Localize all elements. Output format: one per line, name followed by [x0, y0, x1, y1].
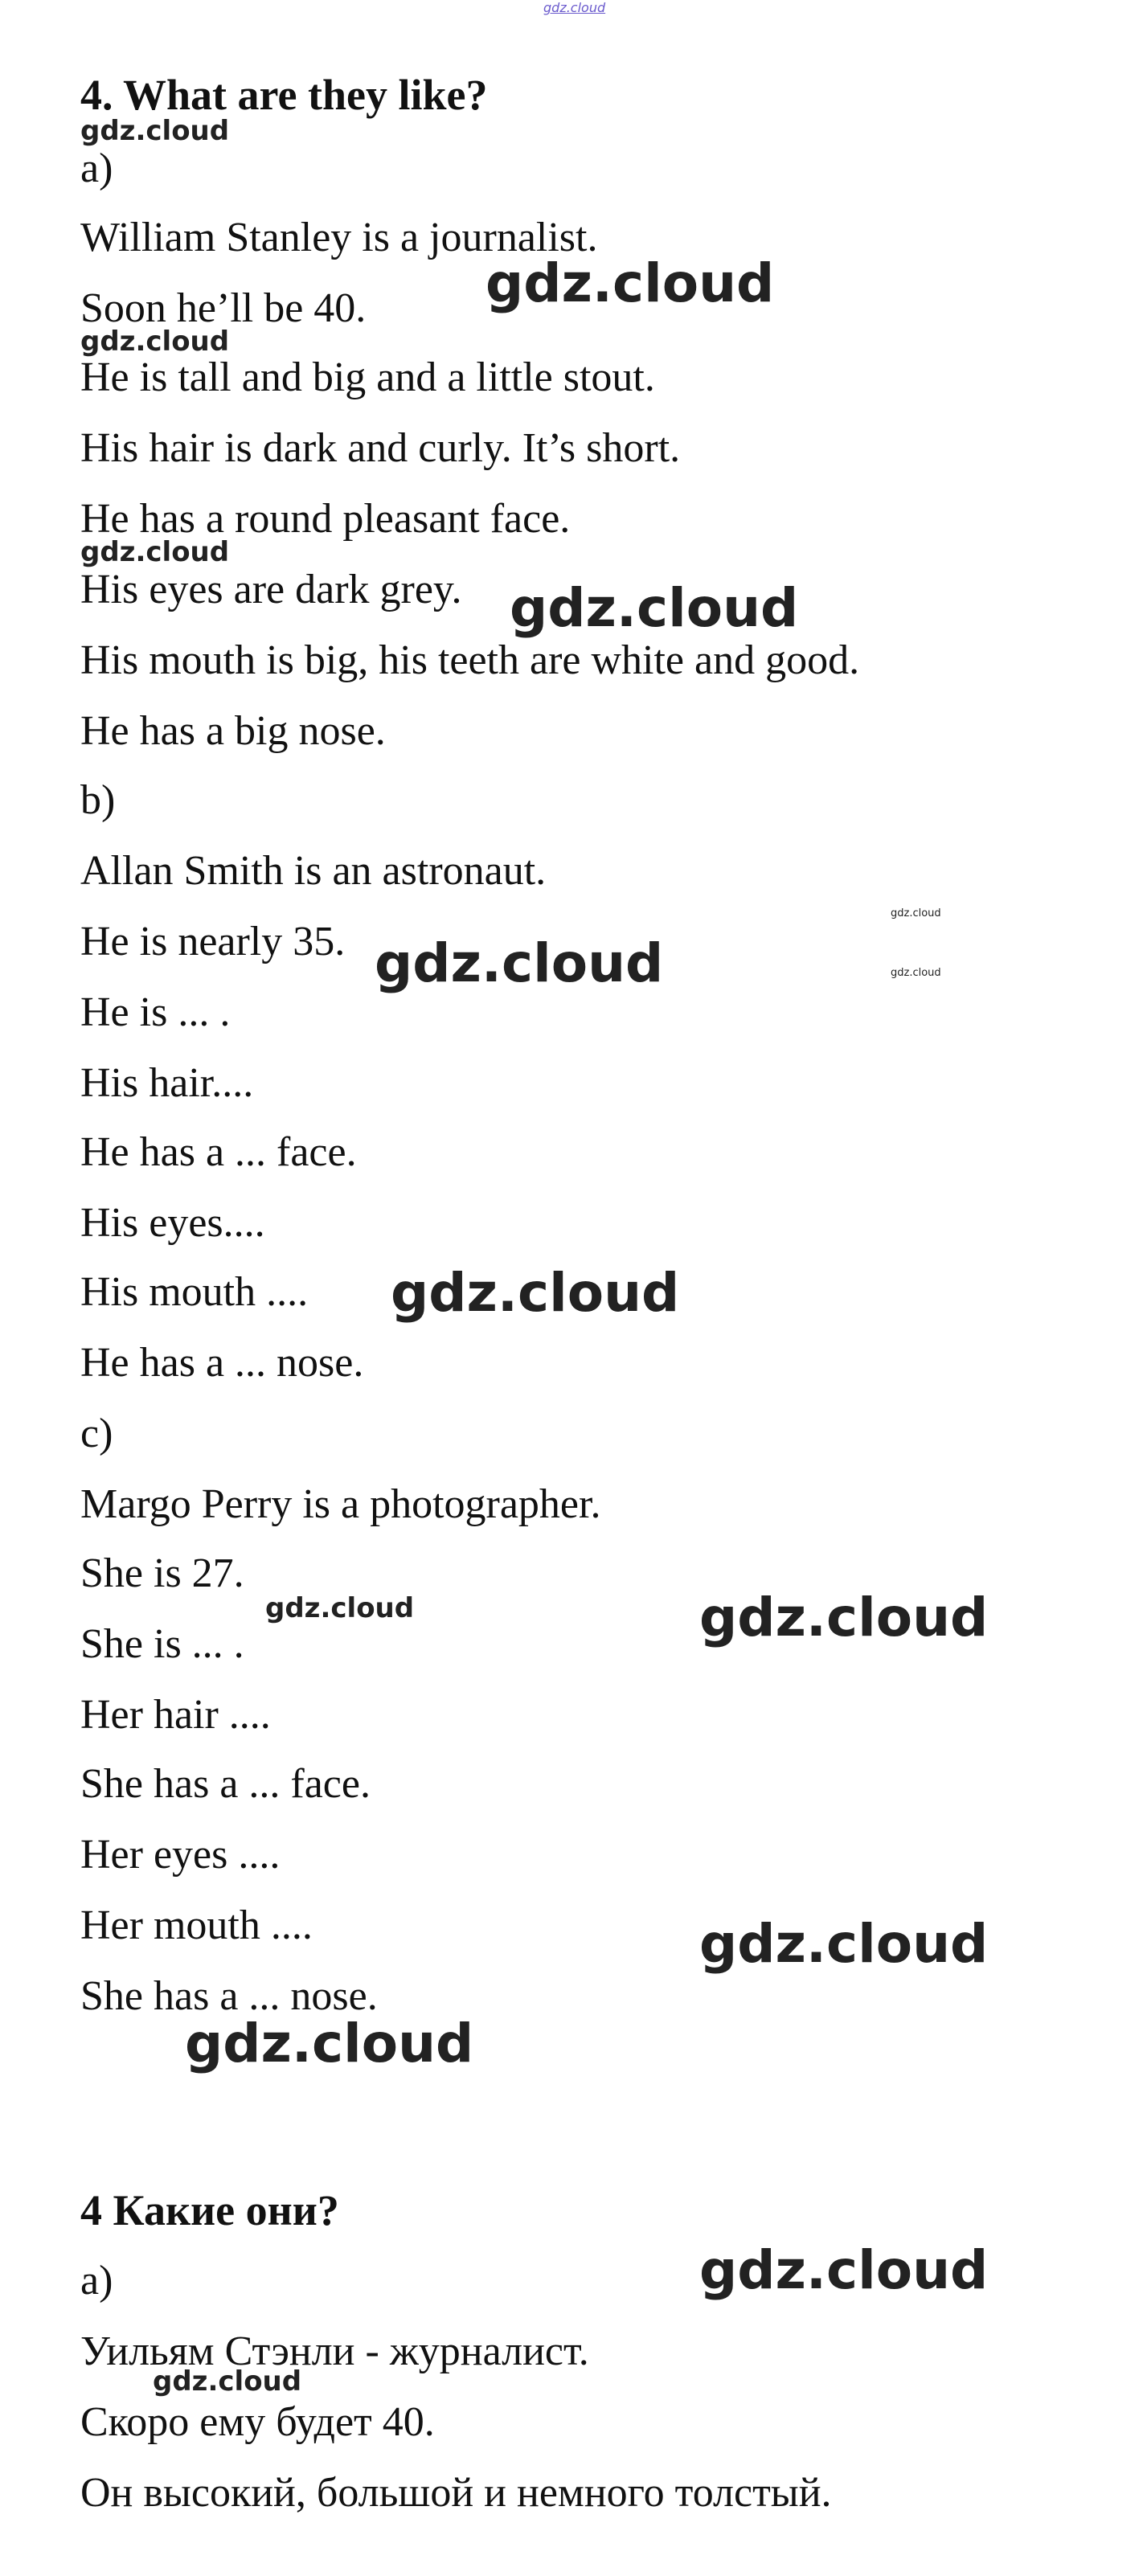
watermark: gdz.cloud — [375, 932, 664, 994]
text-line: Allan Smith is an astronaut. — [80, 848, 547, 894]
text-line: He has a ... face. — [80, 1129, 357, 1175]
text-line: She is ... . — [80, 1621, 244, 1667]
text-line: He is nearly 35. — [80, 919, 346, 964]
part-a-label: a) — [80, 145, 113, 191]
text-line: His mouth .... — [80, 1269, 309, 1315]
part-b-label: b) — [80, 777, 116, 823]
watermark: gdz.cloud — [699, 2239, 989, 2301]
watermark: gdz.cloud — [391, 1262, 680, 1324]
text-line: His eyes.... — [80, 1200, 265, 1246]
text-line: His mouth is big, his teeth are white and good. — [80, 637, 860, 683]
watermark: gdz.cloud — [153, 2365, 302, 2398]
text-line: Он высокий, большой и немного толстый. — [80, 2470, 832, 2516]
watermark: gdz.cloud — [80, 326, 230, 358]
watermark: gdz.cloud — [699, 1913, 989, 1975]
text-line: William Stanley is a journalist. — [80, 215, 598, 260]
text-line: She is 27. — [80, 1550, 244, 1596]
text-line: His hair.... — [80, 1060, 254, 1106]
text-line: He is tall and big and a little stout. — [80, 354, 655, 400]
text-line: Margo Perry is a photographer. — [80, 1481, 601, 1527]
text-line: Soon he’ll be 40. — [80, 285, 367, 331]
text-line: He has a ... nose. — [80, 1340, 364, 1386]
watermark: gdz.cloud — [485, 252, 775, 314]
watermark: gdz.cloud — [510, 577, 799, 639]
text-line: His eyes are dark grey. — [80, 567, 462, 612]
text-line: Уильям Стэнли - журналист. — [80, 2328, 589, 2374]
watermark: gdz.cloud — [891, 907, 941, 919]
text-line: Her mouth .... — [80, 1902, 313, 1948]
text-line: He is ... . — [80, 989, 231, 1035]
watermark: gdz.cloud — [891, 967, 941, 979]
part-a-label-ru: а) — [80, 2258, 113, 2304]
watermark: gdz.cloud — [699, 1587, 989, 1648]
exercise-heading-ru: 4 Какие они? — [80, 2186, 339, 2234]
part-c-label: c) — [80, 1411, 113, 1456]
text-line: She has a ... nose. — [80, 1973, 378, 2019]
text-line: Скоро ему будет 40. — [80, 2399, 435, 2445]
exercise-heading-en: 4. What are they like? — [80, 71, 488, 119]
text-line: Her eyes .... — [80, 1832, 281, 1878]
top-watermark-link[interactable]: gdz.cloud — [543, 0, 606, 15]
text-line: She has a ... face. — [80, 1761, 371, 1807]
watermark: gdz.cloud — [185, 2013, 474, 2074]
text-line: He has a big nose. — [80, 708, 386, 754]
watermark: gdz.cloud — [80, 115, 230, 147]
text-line: He has a round pleasant face. — [80, 496, 571, 542]
text-line: His hair is dark and curly. It’s short. — [80, 425, 681, 471]
watermark: gdz.cloud — [265, 1592, 415, 1624]
text-line: Her hair .... — [80, 1692, 271, 1738]
watermark: gdz.cloud — [80, 536, 230, 568]
